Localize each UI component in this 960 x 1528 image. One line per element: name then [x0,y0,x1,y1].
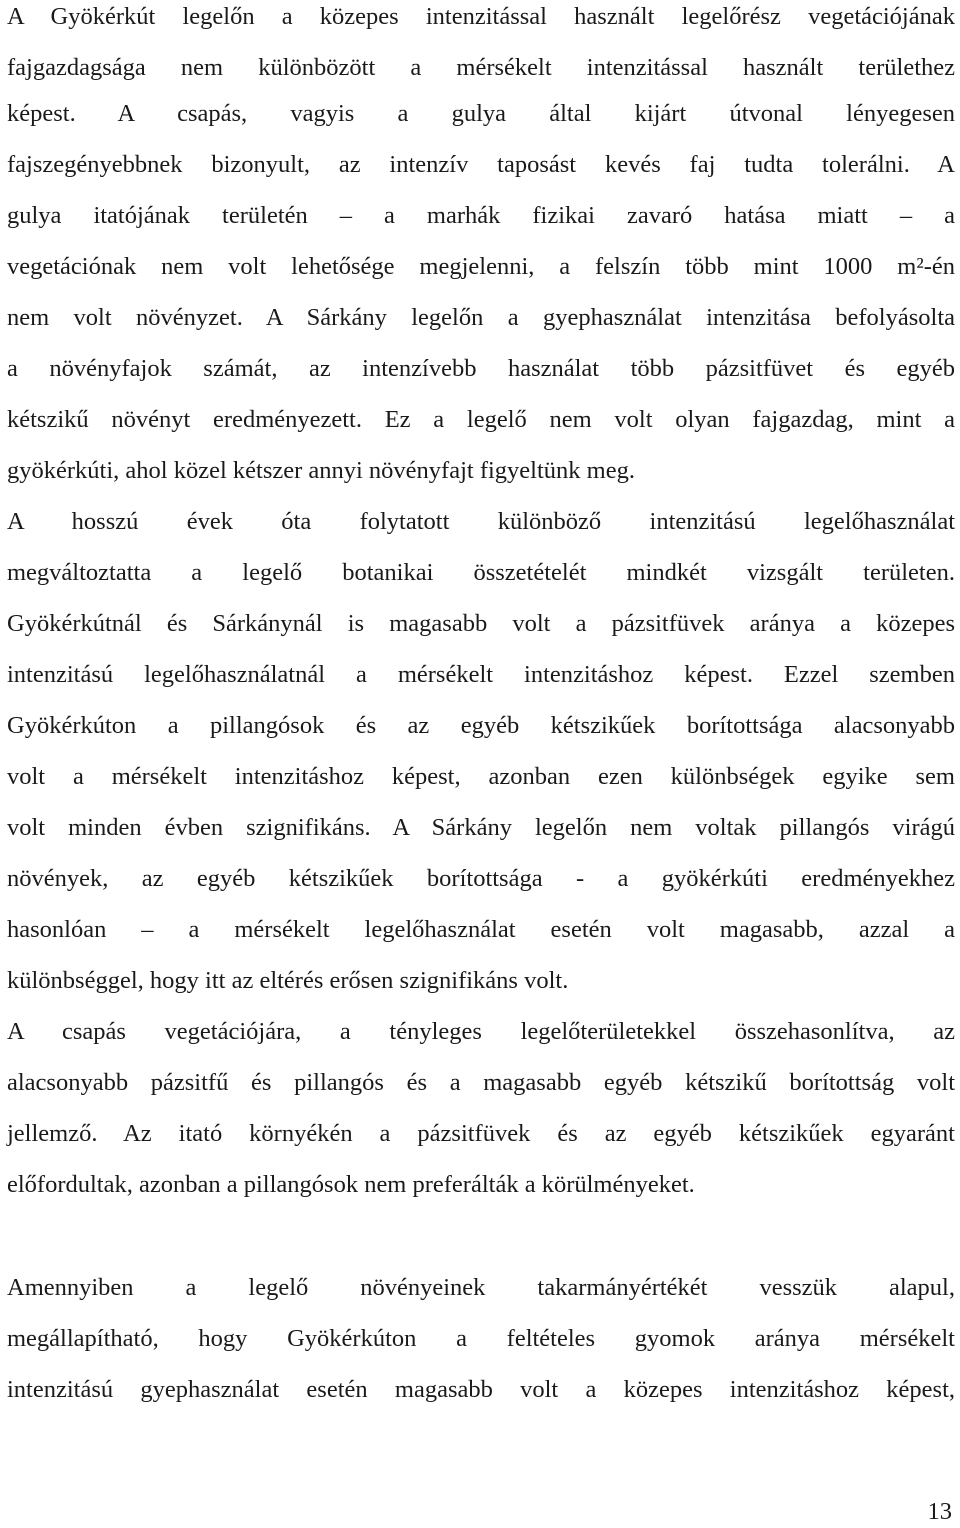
text-line: A hosszú évek óta folytatott különböző intenzitású legelőhasználat [7,508,955,535]
text-line: Gyökérkúton a pillangósok és az egyéb kétszikűek borítottsága alacsonyabb [7,712,955,739]
text-line: volt minden évben szignifikáns. A Sárkány legelőn nem voltak pillangós virágú [7,814,955,841]
text-line: fajgazdagsága nem különbözött a mérsékelt intenzitással használt területhez [7,54,955,81]
text-line: Amennyiben a legelő növényeinek takarmányértékét vesszük alapul, [7,1274,955,1301]
text-line: jellemző. Az itató környékén a pázsitfüvek és az egyéb kétszikűek egyaránt [7,1120,955,1147]
text-line: megállapítható, hogy Gyökérkúton a feltételes gyomok aránya mérsékelt [7,1325,955,1352]
page-number: 13 [927,1498,952,1525]
text-line: A csapás vegetációjára, a tényleges legelőterületekkel összehasonlítva, az [7,1018,955,1045]
text-line: kétszikű növényt eredményezett. Ez a legelő nem volt olyan fajgazdag, mint a [7,406,955,433]
text-line: növények, az egyéb kétszikűek borítottsága - a gyökérkúti eredményekhez [7,865,955,892]
text-line: a növényfajok számát, az intenzívebb használat több pázsitfüvet és egyéb [7,355,955,382]
text-line: nem volt növényzet. A Sárkány legelőn a gyephasználat intenzitása befolyásolta [7,304,955,331]
text-line: volt a mérsékelt intenzitáshoz képest, azonban ezen különbségek egyike sem [7,763,955,790]
text-line: Gyökérkútnál és Sárkánynál is magasabb volt a pázsitfüvek aránya a közepes [7,610,955,637]
text-line: intenzitású legelőhasználatnál a mérsékelt intenzitáshoz képest. Ezzel szemben [7,661,955,688]
text-line: előfordultak, azonban a pillangósok nem preferálták a körülményeket. [7,1171,695,1198]
text-line: megváltoztatta a legelő botanikai összetételét mindkét vizsgált területen. [7,559,955,586]
text-line: képest. A csapás, vagyis a gulya által kijárt útvonal lényegesen [7,100,955,127]
text-line: intenzitású gyephasználat esetén magasabb volt a közepes intenzitáshoz képest, [7,1376,955,1403]
text-line: gulya itatójának területén – a marhák fizikai zavaró hatása miatt – a [7,202,955,229]
text-line: hasonlóan – a mérsékelt legelőhasználat esetén volt magasabb, azzal a [7,916,955,943]
text-line: gyökérkúti, ahol közel kétszer annyi növényfajt figyeltünk meg. [7,457,635,484]
text-line: alacsonyabb pázsitfű és pillangós és a magasabb egyéb kétszikű borítottság volt [7,1069,955,1096]
text-line: különbséggel, hogy itt az eltérés erősen szignifikáns volt. [7,967,569,994]
text-line: A Gyökérkút legelőn a közepes intenzitással használt legelőrész vegetációjának [7,3,955,30]
text-line: vegetációnak nem volt lehetősége megjelenni, a felszín több mint 1000 m²-én [7,253,955,280]
text-line: fajszegényebbnek bizonyult, az intenzív taposást kevés faj tudta tolerálni. A [7,151,955,178]
